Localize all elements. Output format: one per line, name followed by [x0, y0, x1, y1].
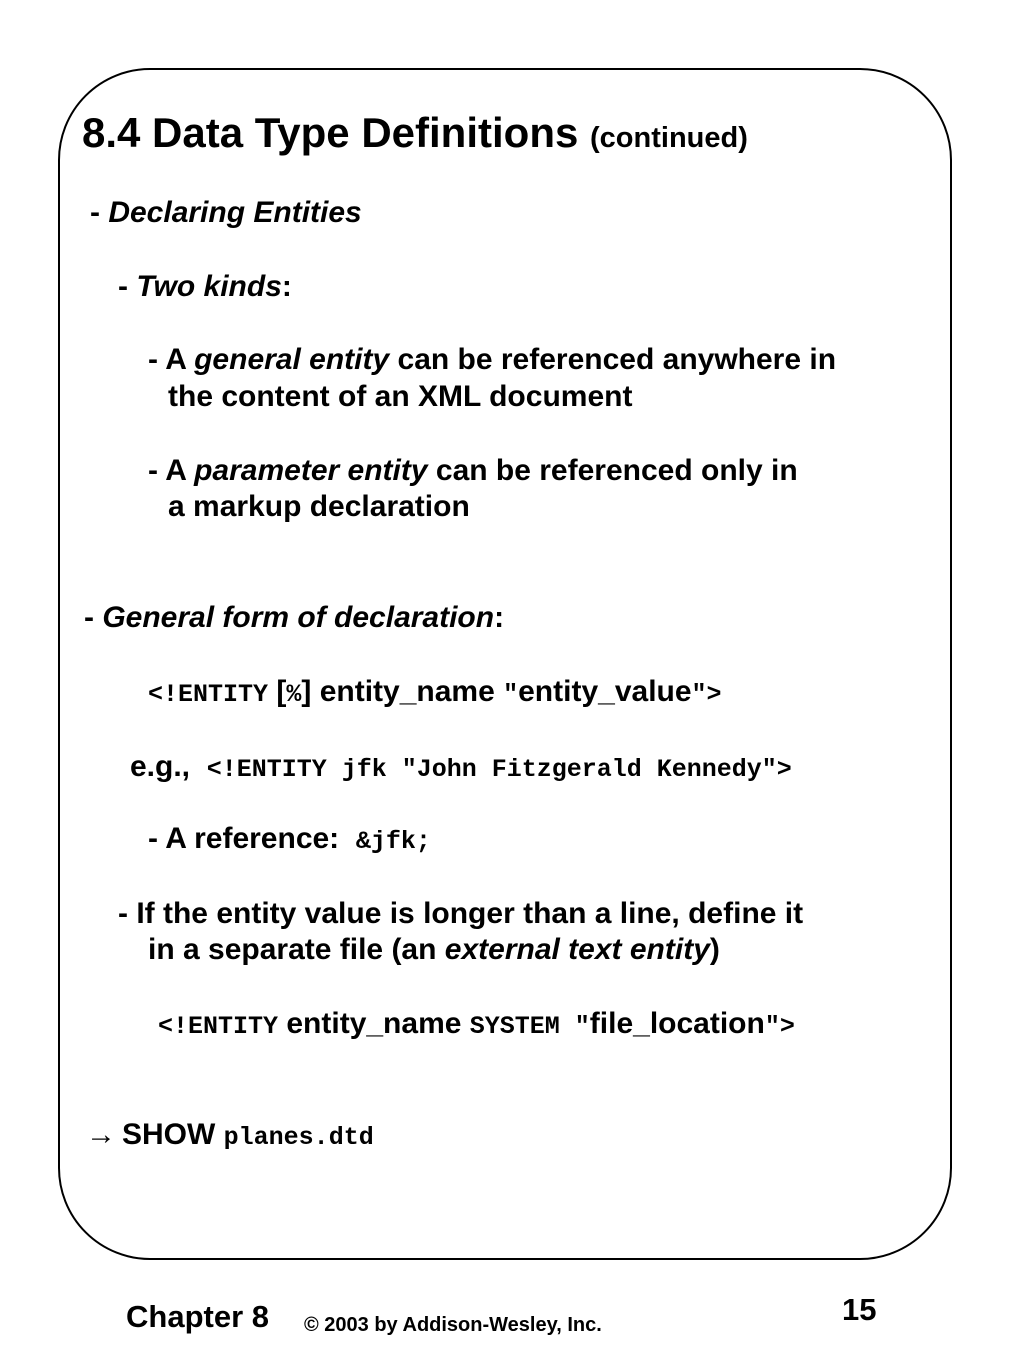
- reference-label: - A reference:: [148, 822, 340, 855]
- reference-code: &jfk;: [355, 827, 431, 856]
- general-entity-term: general entity: [194, 343, 390, 376]
- parameter-entity-line2: a markup declaration: [168, 490, 470, 523]
- general-form-colon: :: [494, 601, 505, 634]
- two-kinds-colon: :: [281, 270, 292, 303]
- page-title: [82, 110, 748, 161]
- external-prefix: in a separate file (an: [148, 933, 445, 966]
- title-text: 8.4 Data Type Definitions: [82, 109, 579, 156]
- declaring-label: Declaring Entities: [108, 196, 362, 229]
- two-kinds-heading: [118, 270, 292, 304]
- entity-form-syntax: [148, 675, 722, 712]
- general-form-heading: [84, 601, 504, 635]
- general-entity-line2: the content of an XML document: [168, 380, 633, 413]
- parameter-entity-line1: [148, 454, 798, 488]
- form-bracket-open: [: [268, 675, 287, 708]
- external-term: external text entity: [444, 933, 710, 966]
- title-suffix: (continued): [590, 122, 748, 154]
- form-percent: %: [286, 680, 302, 709]
- external-line1: - If the entity value is longer than a line, define it: [118, 897, 804, 930]
- external-entity-name: entity_name: [278, 1007, 470, 1040]
- external-line2: [148, 933, 720, 967]
- external-suffix: ): [709, 933, 720, 966]
- two-kinds-dash: -: [118, 270, 137, 303]
- external-close-tag: ">: [764, 1012, 795, 1041]
- form-entity-value: entity_value: [518, 675, 692, 708]
- declaring-dash: -: [90, 196, 109, 229]
- two-kinds-label: Two kinds: [136, 270, 282, 303]
- general-form-dash: -: [84, 601, 103, 634]
- form-quote-open: ": [503, 680, 519, 709]
- example-code: <!ENTITY jfk "John Fitzgerald Kennedy">: [206, 755, 792, 784]
- form-bracket-close: ] entity_name: [301, 675, 504, 708]
- arrow-right-icon: →: [86, 1118, 116, 1151]
- parameter-entity-term: parameter entity: [194, 454, 428, 487]
- form-close-tag: ">: [691, 680, 722, 709]
- external-syntax: [158, 1007, 795, 1044]
- form-open-tag: <!ENTITY: [148, 680, 269, 709]
- general-entity-line1: [148, 343, 836, 377]
- show-file: planes.dtd: [223, 1123, 374, 1152]
- show-label: SHOW: [122, 1118, 216, 1151]
- general-entity-rest: can be referenced anywhere in: [389, 343, 837, 376]
- example-line: [130, 750, 792, 787]
- example-label: e.g.,: [130, 750, 191, 783]
- slide-frame: [58, 68, 952, 1260]
- declaring-entities-heading: [90, 196, 362, 230]
- external-file-location: file_location: [589, 1007, 765, 1040]
- footer-chapter: Chapter 8: [126, 1299, 269, 1334]
- footer-copyright: © 2003 by Addison-Wesley, Inc.: [304, 1314, 602, 1336]
- page-number: 15: [842, 1292, 877, 1327]
- external-open-tag: <!ENTITY: [158, 1012, 279, 1041]
- parameter-entity-prefix: - A: [148, 454, 195, 487]
- reference-line: [148, 822, 431, 859]
- external-system-keyword: SYSTEM ": [469, 1012, 590, 1041]
- show-line: [86, 1118, 374, 1155]
- parameter-entity-rest: can be referenced only in: [427, 454, 798, 487]
- general-entity-prefix: - A: [148, 343, 195, 376]
- general-form-label: General form of declaration: [102, 601, 495, 634]
